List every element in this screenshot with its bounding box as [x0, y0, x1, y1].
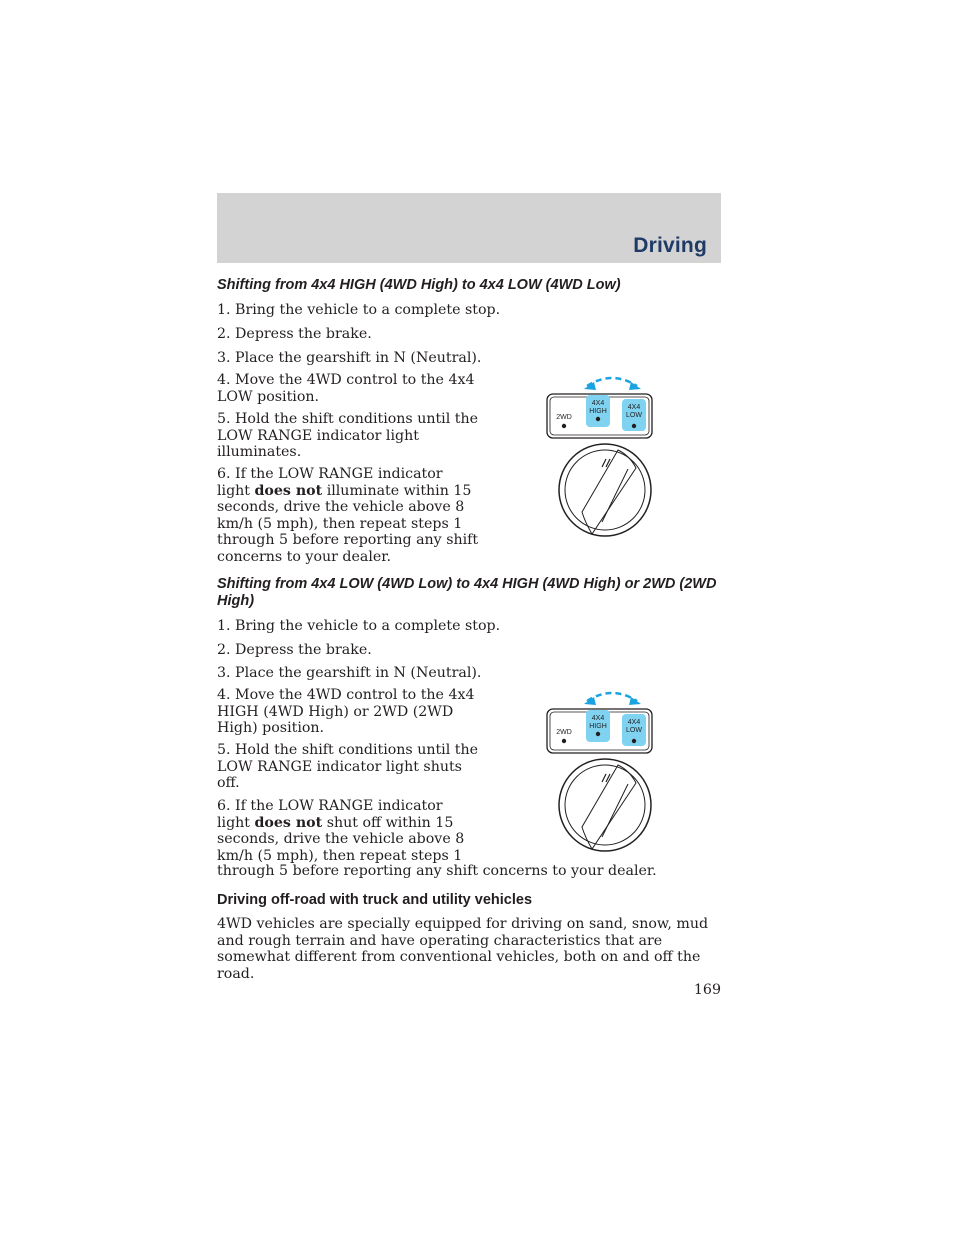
- label-2wd: 2WD: [556, 729, 572, 736]
- s2-step-4: 4. Move the 4WD control to the 4x4 HIGH (4WD High) or 2WD (2WD High) position.: [217, 687, 475, 736]
- s1-step6-pre: 6. If the LOW RANGE indicator light: [217, 466, 443, 499]
- s1-step-5: 5. Hold the shift conditions until the LOW RANGE indicator light illuminates.: [217, 411, 479, 460]
- 4wd-control-illustration-1: [540, 372, 658, 544]
- label-high-bottom: HIGH: [589, 408, 607, 415]
- s1-step-1: 1. Bring the vehicle to a complete stop.: [217, 302, 501, 318]
- header-band: [217, 193, 721, 263]
- section3-body: 4WD vehicles are specially equipped for driving on sand, snow, mud and rough terrain and have operating characteristics that are somewhat different from conventional vehicles, both on and off the road.: [217, 916, 709, 982]
- s2-step-1: 1. Bring the vehicle to a complete stop.: [217, 618, 501, 634]
- s2-step6-pre: 6. If the LOW RANGE indicator light: [217, 798, 443, 831]
- s2-step-3: 3. Place the gearshift in N (Neutral).: [217, 665, 482, 681]
- s1-step-3: 3. Place the gearshift in N (Neutral).: [217, 350, 482, 366]
- section3-title: Driving off-road with truck and utility vehicles: [217, 892, 533, 908]
- s2-step-6-tail: through 5 before reporting any shift concerns to your dealer.: [217, 863, 657, 879]
- label-low-bottom: LOW: [626, 727, 642, 734]
- label-high-bottom: HIGH: [589, 723, 607, 730]
- section1-title: Shifting from 4x4 HIGH (4WD High) to 4x4 LOW (4WD Low): [217, 277, 621, 293]
- s2-step6-post: shut off within 15 seconds, drive the vehicle above 8 km/h (5 mph), then repeat steps 1: [217, 814, 465, 864]
- s2-step-2: 2. Depress the brake.: [217, 642, 372, 658]
- s1-step-2: 2. Depress the brake.: [217, 326, 372, 342]
- section2-title: Shifting from 4x4 LOW (4WD Low) to 4x4 HIGH (4WD High) or 2WD (2WD High): [217, 576, 717, 609]
- s2-step6-bold: does not: [254, 814, 323, 831]
- s1-step6-post: illuminate within 15 seconds, drive the vehicle above 8 km/h (5 mph), then repeat steps 1 through 5 before reporting any shift concerns to your dealer.: [217, 482, 479, 565]
- 4wd-control-illustration-2: [540, 687, 658, 859]
- label-low-top: 4X4: [627, 404, 641, 411]
- s1-step6-bold: does not: [254, 482, 323, 499]
- rotary-knob-icon: [559, 759, 651, 851]
- label-low-top: 4X4: [627, 719, 641, 726]
- label-high-top: 4X4: [591, 715, 605, 722]
- page-number: 169: [693, 982, 721, 998]
- s2-step-5: 5. Hold the shift conditions until the LOW RANGE indicator light shuts off.: [217, 742, 479, 791]
- rotary-knob-icon: [559, 444, 651, 536]
- label-2wd: 2WD: [556, 414, 572, 421]
- s1-step-6: [217, 466, 479, 565]
- section-heading: Driving: [633, 234, 707, 257]
- label-low-bottom: LOW: [626, 412, 642, 419]
- s2-step-6: [217, 798, 479, 864]
- label-high-top: 4X4: [591, 400, 605, 407]
- s1-step-4: 4. Move the 4WD control to the 4x4 LOW position.: [217, 372, 475, 405]
